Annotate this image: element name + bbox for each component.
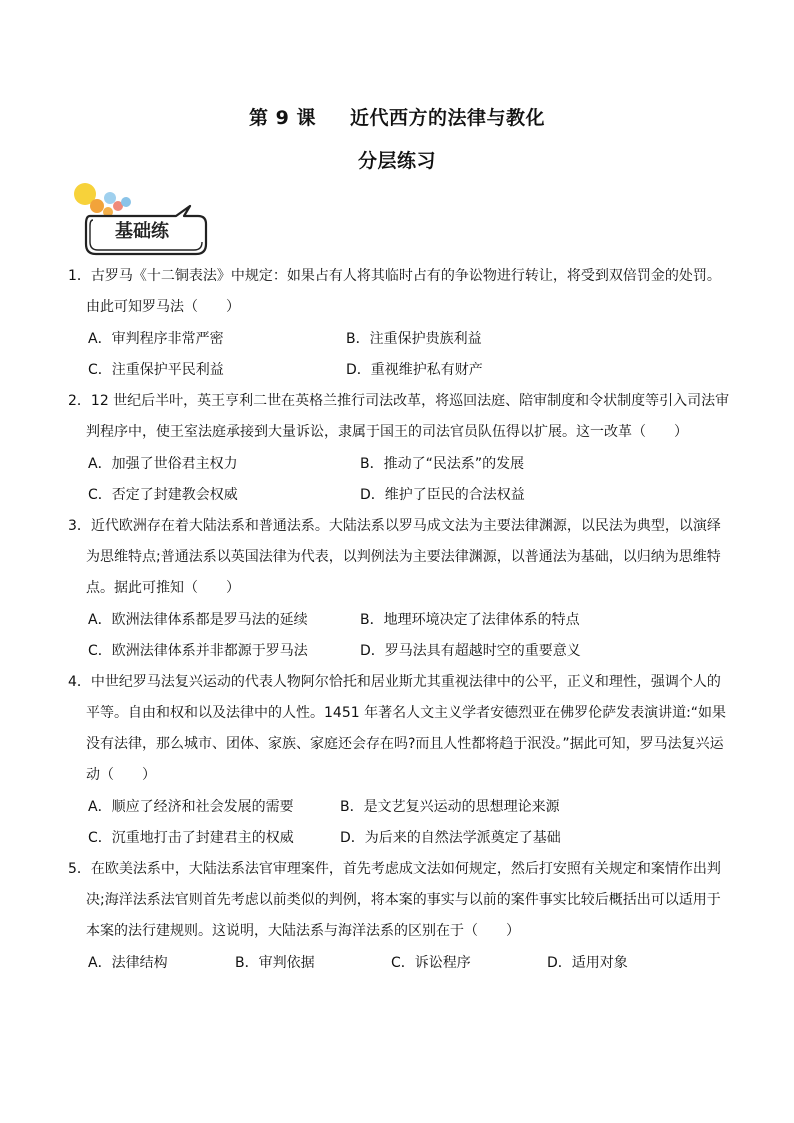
question-text-line: 决;海洋法系法官则首先考虑以前类似的判例，将本案的事实与以前的案件事实比较后概括出可以适用于 xyxy=(86,892,721,908)
option-b[interactable]: B．注重保护贵族利益 xyxy=(346,331,482,347)
option-a[interactable]: A．法律结构 xyxy=(88,955,168,971)
question-text-line: 1．古罗马《十二铜表法》中规定：如果占有人将其临时占有的争讼物进行转让，将受到双倍罚金的处罚。 xyxy=(68,268,721,284)
question-text-line: 动（ ） xyxy=(86,767,156,783)
option-d[interactable]: D．重视维护私有财产 xyxy=(346,362,483,378)
lesson-name: 近代西方的法律与教化 xyxy=(349,107,545,129)
option-c[interactable]: C．注重保护平民利益 xyxy=(88,362,224,378)
question-text-line: 由此可知罗马法（ ） xyxy=(86,299,240,315)
option-a[interactable]: A．欧洲法律体系都是罗马法的延续 xyxy=(88,612,308,628)
question-text-line: 为思维特点;普通法系以英国法律为代表，以判例法为主要法律渊源，以普通法为基础，以归纳为思维特 xyxy=(86,549,721,565)
option-c[interactable]: C．欧洲法律体系并非都源于罗马法 xyxy=(88,643,308,659)
badge-label: 基础练 xyxy=(115,221,169,242)
question-text-line: 本案的法行建规则。这说明，大陆法系与海洋法系的区别在于（ ） xyxy=(86,923,520,939)
page-subtitle: 分层练习 xyxy=(357,150,436,172)
question-text-line: 判程序中，使王室法庭承接到大量诉讼，隶属于国王的司法官员队伍得以扩展。这一改革（ ） xyxy=(86,424,688,440)
option-b[interactable]: B．审判依据 xyxy=(235,955,315,971)
page-title xyxy=(0,103,794,130)
option-b[interactable]: B．推动了“民法系”的发展 xyxy=(360,456,525,472)
option-a[interactable]: A．审判程序非常严密 xyxy=(88,331,224,347)
section-badge xyxy=(72,178,217,258)
option-b[interactable]: B．是文艺复兴运动的思想理论来源 xyxy=(340,799,560,815)
option-c[interactable]: C．诉讼程序 xyxy=(391,955,471,971)
question-text-line: 4．中世纪罗马法复兴运动的代表人物阿尔恰托和居业斯尤其重视法律中的公平，正义和理性，强调个人的 xyxy=(68,674,721,690)
question-text-line: 点。据此可推知（ ） xyxy=(86,580,240,596)
question-text-line: 平等。自由和权和以及法律中的人性。1451 年著名人文主义学者安德烈亚在佛罗伦萨发表演讲道:“如果 xyxy=(86,705,727,721)
option-d[interactable]: D．为后来的自然法学派奠定了基础 xyxy=(340,830,561,846)
option-c[interactable]: C．沉重地打击了封建君主的权威 xyxy=(88,830,294,846)
option-b[interactable]: B．地理环境决定了法律体系的特点 xyxy=(360,612,580,628)
option-c[interactable]: C．否定了封建教会权威 xyxy=(88,487,238,503)
option-d[interactable]: D．维护了臣民的合法权益 xyxy=(360,487,525,503)
question-text-line: 2．12 世纪后半叶，英王亨利二世在英格兰推行司法改革，将巡回法庭、陪审制度和令状制度等引入司法审 xyxy=(68,393,730,409)
option-a[interactable]: A．顺应了经济和社会发展的需要 xyxy=(88,799,294,815)
question-text-line: 3．近代欧洲存在着大陆法系和普通法系。大陆法系以罗马成文法为主要法律渊源，以民法为典型，以演绎 xyxy=(68,518,721,534)
lesson-number: 第 9 课 xyxy=(249,107,316,129)
option-a[interactable]: A．加强了世俗君主权力 xyxy=(88,456,238,472)
question-text-line: 没有法律，那么城市、团体、家族、家庭还会存在吗?而且人性都将趋于泯没。”据此可知，罗马法复兴运 xyxy=(86,736,724,752)
option-d[interactable]: D．罗马法具有超越时空的重要意义 xyxy=(360,643,581,659)
question-text-line: 5．在欧美法系中，大陆法系法官审理案件，首先考虑成文法如何规定，然后打安照有关规定和案情作出判 xyxy=(68,861,721,877)
option-d[interactable]: D．适用对象 xyxy=(547,955,628,971)
